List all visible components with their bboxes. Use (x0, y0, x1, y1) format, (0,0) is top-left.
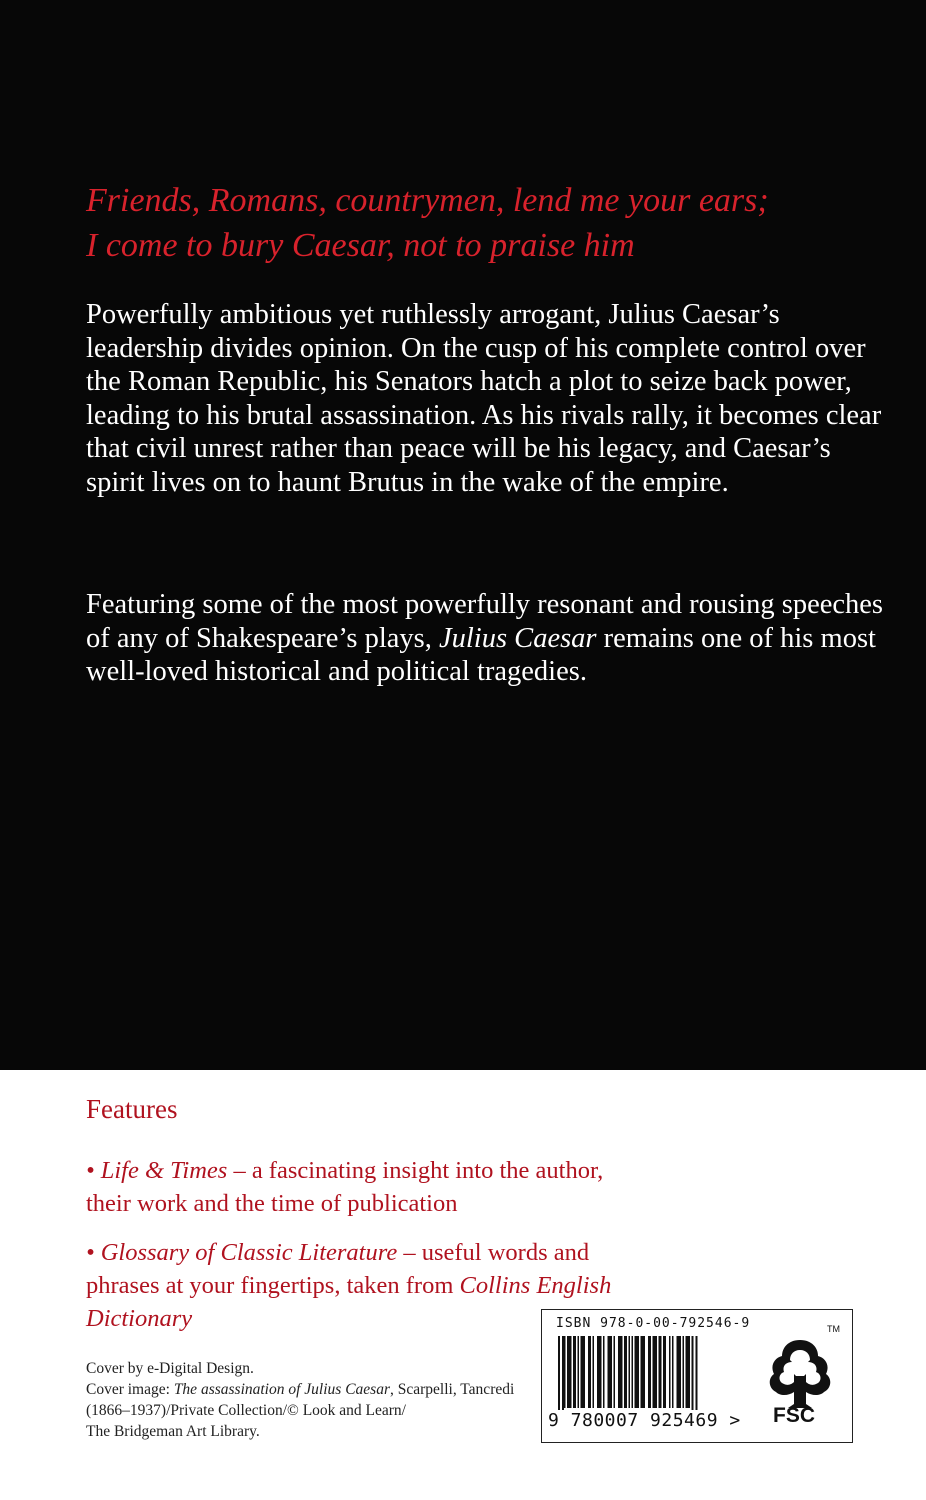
barcode-bar (618, 1336, 623, 1408)
barcode-bar (663, 1336, 666, 1408)
barcode-guard-bar (696, 1336, 698, 1418)
isbn-label: ISBN 978-0-00-792546-9 (556, 1316, 751, 1331)
barcode-bar (564, 1336, 566, 1408)
barcode-bar (686, 1336, 691, 1408)
feature-1-text: – a fascinating insight into the author, their work and the time of publication (86, 1157, 604, 1217)
barcode-bar (632, 1336, 634, 1408)
barcode-bar (567, 1336, 572, 1408)
quote-line-1: Friends, Romans, countrymen, lend me your ears; (86, 182, 769, 219)
feature-1-name: • Life & Times (86, 1157, 228, 1184)
barcode-bar (614, 1336, 616, 1408)
blurb-paragraph-1: Powerfully ambitious yet ruthlessly arrogant, Julius Caesar’s leadership divides opinion. On the cusp of his complete control over the Roman Republic, his Senators hatch a plot to seize back power, leading to his brutal assassination. As his rivals rally, it becomes clear that civil unrest rather than peace will be his legacy, and Caesar’s spirit lives on to haunt Brutus in the wake of the empire. (86, 299, 882, 498)
barcode-number: 9 780007 925469 > (548, 1410, 741, 1431)
feature-item-life-times (86, 1154, 646, 1220)
barcode-bar (603, 1336, 605, 1408)
blurb-p2-before: Featuring some of the most powerfully resonant and rousing speeches of any of Shakespeare’s plays, (86, 589, 884, 654)
barcode-guard-bar (692, 1336, 694, 1418)
barcode-bar (608, 1336, 613, 1408)
credits-artist: , Scarpelli, Tancredi (389, 1381, 515, 1398)
barcode-bar (659, 1336, 662, 1408)
quote-line-2: I come to bury Caesar, not to praise him (86, 227, 635, 264)
credits-line-2 (86, 1379, 526, 1400)
credits-line-3: (1866–1937)/Private Collection/© Look and Learn/ (86, 1402, 406, 1419)
barcode-guard-bar (562, 1336, 564, 1418)
credits-artwork-title: The assassination of Julius Caesar (173, 1381, 390, 1398)
barcode-bar (593, 1336, 595, 1408)
barcode-bar (669, 1336, 671, 1408)
barcode-guard-bar (558, 1336, 560, 1418)
barcode-bar (672, 1336, 674, 1408)
barcode-bar (641, 1336, 646, 1408)
back-cover-white-panel (0, 1070, 926, 1500)
barcode-bar (573, 1336, 576, 1408)
barcode-bar (648, 1336, 651, 1408)
barcode-bar (677, 1336, 682, 1408)
barcode-bar (588, 1336, 591, 1408)
barcode-bar (635, 1336, 640, 1408)
blurb-p2-title: Julius Caesar (438, 622, 597, 654)
feature-2-text: – useful words and phrases at your fingertips, taken from (86, 1239, 590, 1299)
barcode-bar (578, 1336, 580, 1408)
isbn-barcode-box (541, 1309, 853, 1443)
barcode-bar (653, 1336, 658, 1408)
cover-credits (86, 1358, 526, 1442)
pull-quote (86, 178, 886, 268)
barcode-bar (683, 1336, 685, 1408)
credits-line-4: The Bridgeman Art Library. (86, 1423, 260, 1440)
barcode-bar (629, 1336, 631, 1408)
barcode-bar (597, 1336, 602, 1408)
blurb-paragraph-2 (86, 588, 886, 689)
fsc-label: FSC (773, 1404, 815, 1427)
fsc-trademark: TM (827, 1324, 840, 1334)
blurb-p2-after: remains one of his most well-loved historical and political tragedies. (86, 622, 876, 687)
credits-prefix: Cover image: (86, 1381, 174, 1398)
feature-2-name: • Glossary of Classic Literature (86, 1239, 398, 1266)
barcode-bar (624, 1336, 627, 1408)
features-heading: Features (86, 1094, 178, 1124)
feature-2-source: Collins English Dictionary (86, 1272, 612, 1332)
barcode-bar (581, 1336, 586, 1408)
credits-line-1: Cover by e-Digital Design. (86, 1360, 254, 1377)
